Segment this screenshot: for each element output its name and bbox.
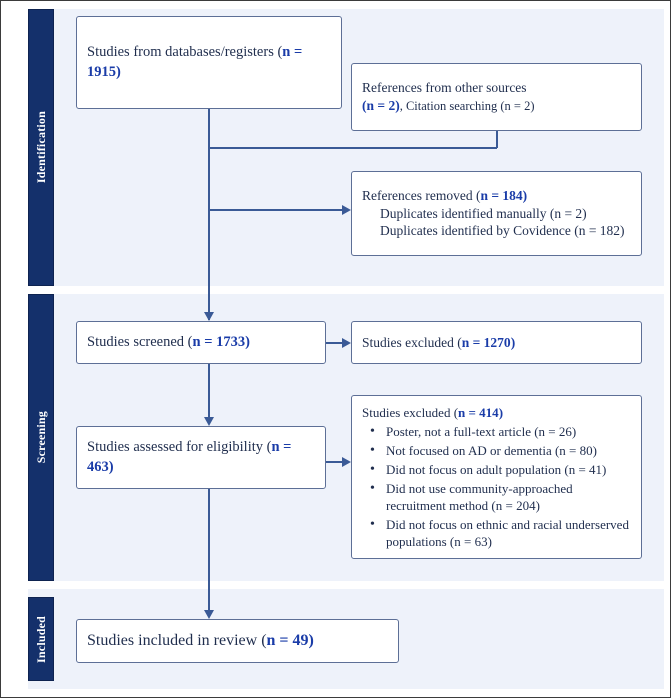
excluded2-header-suffix: ) <box>498 405 504 420</box>
other-sources-line2-suffix: , Citation searching (n = 2) <box>399 99 535 113</box>
list-item: • Not focused on AD or dementia (n = 80) <box>362 443 631 460</box>
screened-text-suffix: ) <box>245 333 250 350</box>
box-references-other-sources <box>351 63 642 131</box>
included-text-suffix: ) <box>308 632 314 650</box>
box-studies-from-databases <box>76 16 342 109</box>
box-studies-excluded-screening <box>351 321 642 364</box>
arrow-to-studies-eligibility <box>204 417 214 426</box>
connector-screened-to-eligibility <box>208 364 210 417</box>
excluded1-text-prefix: Studies excluded ( <box>362 334 462 350</box>
removed-item-manual: Duplicates identified manually (n = 2) <box>380 205 587 221</box>
stage-label-included <box>28 597 54 681</box>
stage-label-screening-text: Screening <box>33 411 48 464</box>
included-text-prefix: Studies included in review ( <box>87 632 267 650</box>
connector-databases-vertical <box>208 109 210 320</box>
eligibility-text-prefix: Studies assessed for eligibility ( <box>87 439 272 456</box>
box-studies-included-in-review <box>76 619 399 663</box>
removed-item-covidence: Duplicates identified by Covidence (n = 182) <box>380 223 625 239</box>
connector-removed-horizontal <box>208 209 342 211</box>
excluded2-header-prefix: Studies excluded ( <box>362 405 459 420</box>
screened-count: n = 1733 <box>192 333 246 350</box>
box-studies-screened <box>76 321 326 364</box>
exclusion-reason-list <box>362 424 631 550</box>
list-item: • Did not use community-approached recruitment method (n = 204) <box>362 481 631 515</box>
arrow-to-studies-excluded-screening <box>342 338 351 348</box>
eligibility-count: n = 463 <box>87 439 292 475</box>
databases-count: n = 1915 <box>87 44 303 80</box>
other-sources-line1: References from other sources <box>362 80 527 96</box>
included-count: n = 49 <box>266 632 309 650</box>
box-studies-assessed-eligibility <box>76 426 326 489</box>
arrow-to-studies-excluded-eligibility <box>342 457 351 467</box>
eligibility-text-suffix: ) <box>108 458 114 475</box>
list-item: • Did not focus on ethnic and racial underserved populations (n = 63) <box>362 517 631 551</box>
databases-text-suffix: ) <box>116 63 121 80</box>
excluded1-text-suffix: ) <box>510 334 516 350</box>
list-item: • Did not focus on adult population (n = 41) <box>362 462 631 479</box>
stage-label-screening <box>28 294 54 581</box>
connector-eligibility-to-included <box>208 489 210 610</box>
arrow-to-studies-included <box>204 610 214 619</box>
excluded1-count: n = 1270 <box>461 334 511 350</box>
other-sources-count: (n = 2) <box>362 98 400 113</box>
removed-header-suffix: ) <box>522 187 528 203</box>
box-references-removed <box>351 171 642 256</box>
connector-other-sources-vertical <box>496 131 498 148</box>
box-studies-excluded-eligibility <box>351 395 642 559</box>
removed-header-prefix: References removed ( <box>362 187 481 203</box>
screened-text-prefix: Studies screened ( <box>87 333 193 350</box>
removed-header-count: n = 184 <box>480 187 523 203</box>
stage-label-identification <box>28 9 54 286</box>
connector-other-sources-horizontal <box>208 147 497 149</box>
stage-label-identification-text: Identification <box>33 111 48 184</box>
list-item: • Poster, not a full-text article (n = 26) <box>362 424 631 441</box>
stage-label-included-text: Included <box>33 615 48 663</box>
excluded2-header-count: n = 414 <box>458 405 499 420</box>
arrow-to-references-removed <box>342 205 351 215</box>
databases-text-prefix: Studies from databases/registers ( <box>87 44 283 61</box>
connector-screened-to-excluded <box>326 342 342 344</box>
arrow-to-studies-screened <box>204 312 214 321</box>
connector-eligibility-to-excluded <box>326 461 342 463</box>
